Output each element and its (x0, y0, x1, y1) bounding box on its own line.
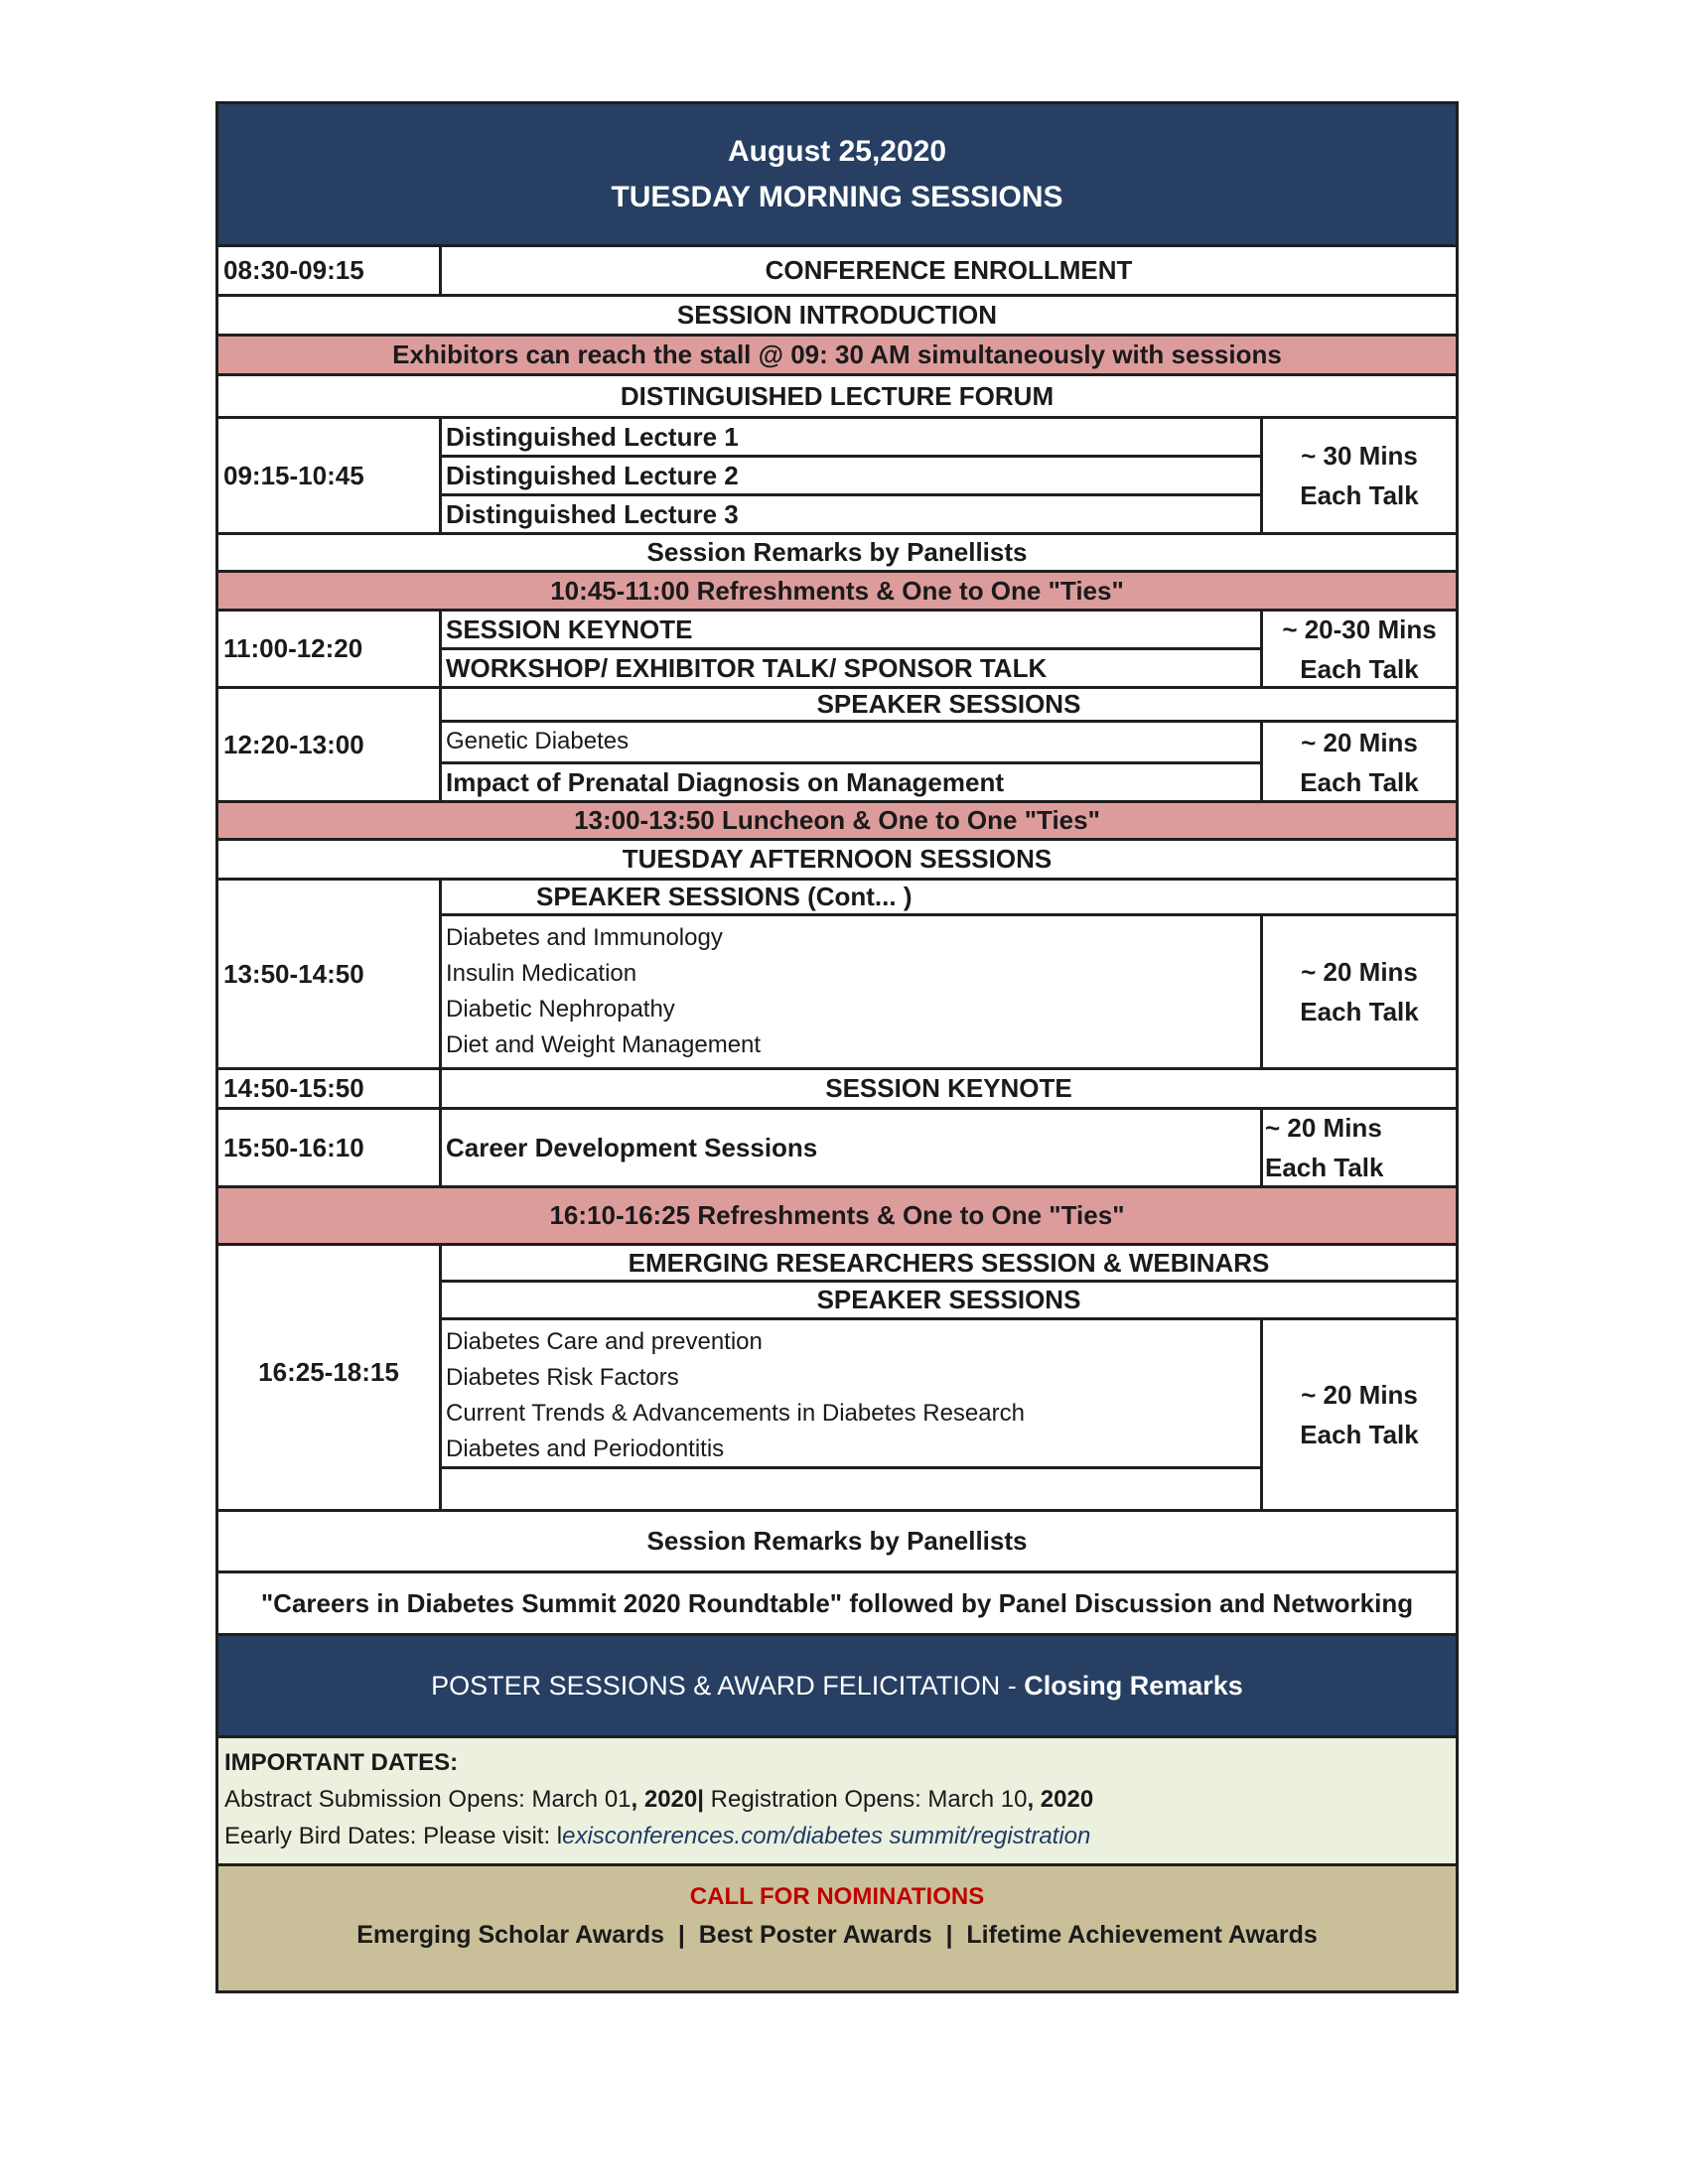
talk-item: Diabetes and Periodontitis (446, 1435, 725, 1462)
afternoon-list (442, 916, 1260, 1067)
speaker-body (442, 723, 1456, 802)
emerging-list (442, 1320, 1260, 1469)
dates-label: IMPORTANT DATES: (224, 1749, 459, 1776)
talk-item: Current Trends & Advancements in Diabetes Research (446, 1400, 1025, 1427)
nominations-title: CALL FOR NOMINATIONS (689, 1883, 985, 1910)
schedule-title: TUESDAY MORNING SESSIONS (611, 180, 1063, 213)
duration-value: ~ 20 Mins (1301, 957, 1418, 987)
afternoon-row (218, 841, 1456, 881)
session-remarks: Session Remarks by Panellists (646, 1526, 1028, 1556)
speaker-item: Impact of Prenatal Diagnosis on Management (446, 767, 1004, 798)
duration-unit: Each Talk (1300, 480, 1419, 510)
early-bird-text: Eearly Bird Dates: Please visit: l (224, 1823, 563, 1849)
duration-unit: Each Talk (1300, 653, 1419, 684)
duration-value: ~ 20 Mins (1301, 728, 1418, 757)
emerging-body (442, 1320, 1456, 1509)
session-intro-row (218, 297, 1456, 337)
emerging-row (218, 1246, 1456, 1512)
talk-item: Insulin Medication (446, 960, 637, 987)
enrollment-label: CONFERENCE ENROLLMENT (765, 255, 1133, 285)
nominations-row (218, 1866, 1456, 1990)
afternoon-column (442, 881, 1456, 1067)
empty-cell (442, 1469, 1260, 1509)
exhibitors-row (218, 337, 1456, 376)
refreshments-break: 10:45-11:00 Refreshments & One to One "Ties" (550, 575, 1124, 606)
poster-main: POSTER SESSIONS & AWARD FELICITATION (431, 1670, 1001, 1701)
schedule-table (215, 101, 1459, 1993)
keynote-list (442, 612, 1260, 686)
poster-separator: - (1000, 1670, 1025, 1701)
duration-value: ~ 20 Mins (1265, 1113, 1382, 1143)
keynote2-row (218, 1070, 1456, 1110)
afternoon-body (442, 916, 1456, 1067)
career-row (218, 1110, 1456, 1188)
duration-cell (1260, 1320, 1456, 1509)
speaker-row (218, 689, 1456, 803)
duration-cell (1260, 612, 1456, 686)
luncheon-break: 13:00-13:50 Luncheon & One to One "Ties" (574, 805, 1100, 835)
break-row (218, 1188, 1456, 1246)
speaker-list (442, 723, 1260, 802)
time-cell: 11:00-12:20 (218, 612, 442, 686)
poster-closing: Closing Remarks (1024, 1670, 1243, 1701)
duration-value: ~ 20 Mins (1301, 1380, 1418, 1410)
time-cell: 08:30-09:15 (218, 247, 442, 294)
poster-row (218, 1636, 1456, 1738)
keynote-row (218, 612, 1456, 689)
dates-line (224, 1781, 1450, 1818)
time-cell: 12:20-13:00 (218, 689, 442, 800)
roundtable-text: "Careers in Diabetes Summit 2020 Roundtable" followed by Panel Discussion and Networking (260, 1587, 1414, 1618)
keynote-item: SESSION KEYNOTE (442, 612, 1260, 650)
registration-link[interactable]: exisconferences.com/diabetes summit/registration (562, 1823, 1091, 1849)
duration-cell (1260, 723, 1456, 802)
talk-item: Diabetes Risk Factors (446, 1364, 679, 1391)
registration-year: , 2020 (1027, 1786, 1094, 1813)
keynote2-label: SESSION KEYNOTE (825, 1073, 1072, 1103)
break-row (218, 573, 1456, 612)
time-cell: 15:50-16:10 (218, 1110, 442, 1185)
dates-row (218, 1738, 1456, 1866)
duration-unit: Each Talk (1265, 1153, 1384, 1182)
lecture-list (442, 419, 1260, 532)
talk-item: Diabetes Care and prevention (446, 1328, 763, 1355)
keynote-item: WORKSHOP/ EXHIBITOR TALK/ SPONSOR TALK (446, 652, 1048, 683)
refreshments-break: 16:10-16:25 Refreshments & One to One "Ties" (549, 1200, 1125, 1230)
forum-title: DISTINGUISHED LECTURE FORUM (620, 380, 1055, 411)
emerging-left (442, 1320, 1260, 1509)
duration-cell (1260, 916, 1456, 1067)
exhibitors-note: Exhibitors can reach the stall @ 09: 30 AM simultaneously with sessions (392, 340, 1282, 369)
session-intro: SESSION INTRODUCTION (676, 300, 998, 330)
header-row (218, 104, 1456, 247)
early-bird-line (224, 1818, 1450, 1854)
lecture-item: Distinguished Lecture 2 (442, 458, 1260, 496)
speaker-item: Genetic Diabetes (442, 723, 1260, 764)
time-cell: 16:25-18:15 (218, 1246, 442, 1509)
time-cell: 09:15-10:45 (218, 419, 442, 532)
duration-cell (1260, 419, 1456, 532)
talk-item: Diabetic Nephropathy (446, 996, 675, 1023)
forum-row (218, 376, 1456, 419)
duration-cell (1260, 1110, 1456, 1185)
lecture-item: Distinguished Lecture 1 (442, 419, 1260, 458)
abstract-year: , 2020| (631, 1786, 704, 1813)
nominations-banner (218, 1866, 1456, 1990)
header-banner (218, 104, 1456, 244)
remarks-row (218, 1512, 1456, 1573)
break-row (218, 803, 1456, 841)
career-label: Career Development Sessions (446, 1132, 818, 1162)
afternoon-title: TUESDAY AFTERNOON SESSIONS (622, 844, 1053, 874)
poster-banner (218, 1636, 1456, 1735)
time-cell: 14:50-15:50 (218, 1070, 442, 1107)
talk-item: Diabetes and Immunology (446, 924, 723, 951)
roundtable-row (218, 1573, 1456, 1636)
duration-unit: Each Talk (1300, 1420, 1419, 1449)
duration-unit: Each Talk (1300, 767, 1419, 797)
emerging-column (442, 1246, 1456, 1509)
speaker-heading: SPEAKER SESSIONS (442, 689, 1456, 723)
duration-value: ~ 30 Mins (1301, 441, 1418, 471)
important-dates (218, 1738, 1456, 1863)
duration-value: ~ 20-30 Mins (1282, 614, 1437, 644)
remarks-row (218, 535, 1456, 573)
registration-date: Registration Opens: March 10 (703, 1786, 1028, 1813)
speaker-column (442, 689, 1456, 800)
time-cell: 13:50-14:50 (218, 881, 442, 1067)
afternoon-speaker-row (218, 881, 1456, 1070)
lecture-item: Distinguished Lecture 3 (446, 498, 739, 529)
afternoon-heading: SPEAKER SESSIONS (Cont... ) (442, 881, 1456, 916)
session-remarks: Session Remarks by Panellists (646, 537, 1028, 567)
distinguished-row (218, 419, 1456, 535)
talk-item: Diet and Weight Management (446, 1031, 762, 1058)
enrollment-row (218, 247, 1456, 297)
awards-list: Emerging Scholar Awards | Best Poster Awards | Lifetime Achievement Awards (356, 1921, 1318, 1949)
speaker-heading: SPEAKER SESSIONS (442, 1283, 1456, 1320)
duration-unit: Each Talk (1300, 997, 1419, 1026)
emerging-heading: EMERGING RESEARCHERS SESSION & WEBINARS (442, 1246, 1456, 1283)
abstract-date: Abstract Submission Opens: March 01 (224, 1786, 632, 1813)
schedule-date: August 25,2020 (727, 134, 947, 168)
